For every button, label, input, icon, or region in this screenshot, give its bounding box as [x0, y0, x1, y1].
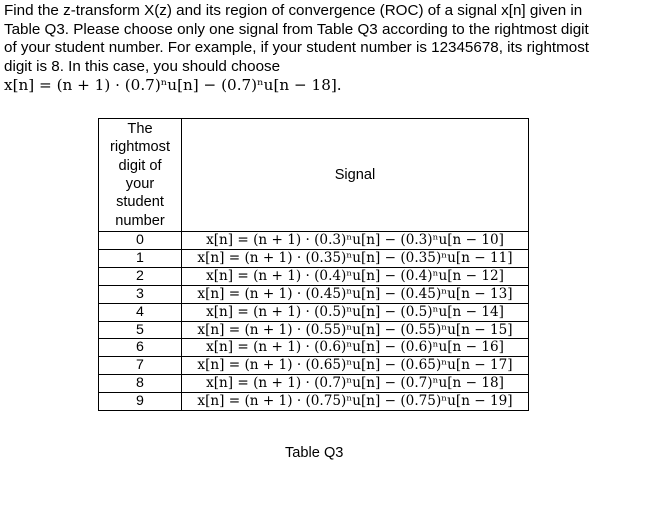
row-signal: x[n] = (n + 1) · (0.65)ⁿu[n] − (0.65)ⁿu[n − 17] [182, 357, 529, 375]
table-row [99, 303, 529, 321]
table-row [99, 232, 529, 250]
row-signal: x[n] = (n + 1) · (0.75)ⁿu[n] − (0.75)ⁿu[n − 19] [182, 393, 529, 411]
table-row [99, 339, 529, 357]
row-signal: x[n] = (n + 1) · (0.3)ⁿu[n] − (0.3)ⁿu[n − 10] [182, 232, 529, 250]
row-signal: x[n] = (n + 1) · (0.55)ⁿu[n] − (0.55)ⁿu[n − 15] [182, 321, 529, 339]
row-digit: 1 [99, 249, 182, 267]
signal-table [98, 118, 529, 411]
header-digit-line: student [116, 194, 164, 211]
row-signal: x[n] = (n + 1) · (0.6)ⁿu[n] − (0.6)ⁿu[n − 16] [182, 339, 529, 357]
table-row [99, 321, 529, 339]
question-text [4, 2, 658, 95]
table-caption: Table Q3 [285, 445, 344, 461]
table-row [99, 375, 529, 393]
row-signal: x[n] = (n + 1) · (0.5)ⁿu[n] − (0.5)ⁿu[n − 14] [182, 303, 529, 321]
row-signal: x[n] = (n + 1) · (0.4)ⁿu[n] − (0.4)ⁿu[n − 12] [182, 267, 529, 285]
header-digit-line: rightmost [109, 139, 170, 156]
row-signal: x[n] = (n + 1) · (0.7)ⁿu[n] − (0.7)ⁿu[n − 18] [182, 375, 529, 393]
header-digit-line: number [115, 212, 165, 229]
row-digit: 9 [99, 393, 182, 411]
table-row [99, 285, 529, 303]
question-line-1: Find the z-transform X(z) and its region of convergence (ROC) of a signal x[n] given in [4, 2, 583, 19]
table-row [99, 357, 529, 375]
header-signal: Signal [182, 119, 529, 232]
row-digit: 0 [99, 232, 182, 250]
row-digit: 8 [99, 375, 182, 393]
table-row [99, 249, 529, 267]
row-signal: x[n] = (n + 1) · (0.35)ⁿu[n] − (0.35)ⁿu[n − 11] [182, 249, 529, 267]
table-row [99, 393, 529, 411]
example-signal: x[n] = (n + 1) · (0.7)ⁿu[n] − (0.7)ⁿu[n − 18]. [4, 76, 342, 95]
row-digit: 4 [99, 303, 182, 321]
row-digit: 2 [99, 267, 182, 285]
header-rightmost-digit [99, 119, 182, 232]
row-digit: 5 [99, 321, 182, 339]
row-digit: 6 [99, 339, 182, 357]
table-header-row [99, 119, 529, 232]
header-digit-line: digit of [118, 157, 162, 174]
table-row [99, 267, 529, 285]
question-line-3: of your student number. For example, if your student number is 12345678, its rightmost [4, 39, 590, 57]
header-digit-line: The [127, 121, 153, 138]
row-digit: 7 [99, 357, 182, 375]
row-digit: 3 [99, 285, 182, 303]
question-line-4: digit is 8. In this case, you should choose [4, 57, 281, 75]
header-digit-line: your [125, 176, 155, 192]
question-line-2: Table Q3. Please choose only one signal from Table Q3 according to the rightmost digit [4, 20, 589, 38]
row-signal: x[n] = (n + 1) · (0.45)ⁿu[n] − (0.45)ⁿu[n − 13] [182, 285, 529, 303]
